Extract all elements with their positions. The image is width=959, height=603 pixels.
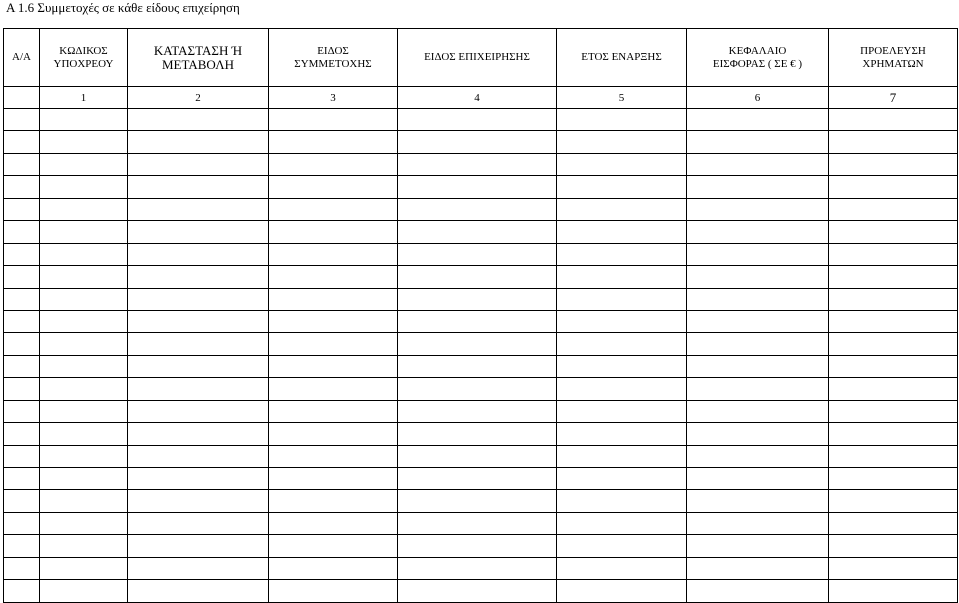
empty-cell[interactable]: [269, 490, 398, 512]
header-label: ΕΙΔΟΣ: [317, 44, 349, 57]
empty-cell[interactable]: [829, 557, 958, 579]
empty-cell[interactable]: [40, 557, 128, 579]
empty-cell[interactable]: [40, 423, 128, 445]
empty-cell[interactable]: [557, 580, 687, 602]
empty-cell[interactable]: [4, 535, 40, 557]
empty-cell[interactable]: [269, 176, 398, 198]
empty-cell[interactable]: [128, 355, 269, 377]
empty-cell[interactable]: [829, 490, 958, 512]
empty-cell[interactable]: [398, 221, 557, 243]
empty-cell[interactable]: [398, 468, 557, 490]
header-label: ΣΥΜΜΕΤΟΧΗΣ: [294, 57, 372, 70]
column-number: 7: [829, 87, 958, 109]
empty-cell[interactable]: [557, 153, 687, 175]
header-label: ΥΠΟΧΡΕΟΥ: [53, 57, 114, 70]
empty-cell[interactable]: [128, 535, 269, 557]
empty-cell[interactable]: [4, 109, 40, 131]
empty-cell[interactable]: [829, 310, 958, 332]
empty-cell[interactable]: [687, 266, 829, 288]
empty-cell[interactable]: [128, 131, 269, 153]
empty-cell[interactable]: [269, 109, 398, 131]
column-number: [4, 87, 40, 109]
empty-cell[interactable]: [269, 580, 398, 602]
empty-cell[interactable]: [40, 468, 128, 490]
empty-cell[interactable]: [557, 176, 687, 198]
empty-cell[interactable]: [269, 153, 398, 175]
empty-cell[interactable]: [557, 131, 687, 153]
empty-cell[interactable]: [398, 153, 557, 175]
empty-cell[interactable]: [829, 266, 958, 288]
empty-cell[interactable]: [4, 445, 40, 467]
empty-cell[interactable]: [4, 490, 40, 512]
empty-cell[interactable]: [687, 176, 829, 198]
table-row: [4, 445, 958, 467]
empty-cell[interactable]: [398, 266, 557, 288]
header-status-or-change: [128, 29, 269, 87]
empty-cell[interactable]: [128, 378, 269, 400]
empty-cell[interactable]: [128, 468, 269, 490]
empty-cell[interactable]: [829, 400, 958, 422]
empty-cell[interactable]: [269, 355, 398, 377]
empty-cell[interactable]: [128, 557, 269, 579]
empty-cell[interactable]: [4, 176, 40, 198]
empty-cell[interactable]: [269, 445, 398, 467]
empty-cell[interactable]: [4, 468, 40, 490]
empty-cell[interactable]: [557, 310, 687, 332]
empty-cell[interactable]: [687, 310, 829, 332]
empty-cell[interactable]: [687, 535, 829, 557]
empty-cell[interactable]: [829, 468, 958, 490]
empty-cell[interactable]: [128, 490, 269, 512]
empty-cell[interactable]: [687, 131, 829, 153]
empty-cell[interactable]: [4, 512, 40, 534]
empty-cell[interactable]: [269, 221, 398, 243]
table-row: [4, 310, 958, 332]
empty-cell[interactable]: [128, 243, 269, 265]
empty-cell[interactable]: [398, 512, 557, 534]
empty-cell[interactable]: [128, 580, 269, 602]
empty-cell[interactable]: [829, 198, 958, 220]
table-row: [4, 131, 958, 153]
empty-cell[interactable]: [687, 378, 829, 400]
header-label: ΧΡΗΜΑΤΩΝ: [862, 57, 924, 70]
empty-cell[interactable]: [557, 266, 687, 288]
empty-cell[interactable]: [128, 423, 269, 445]
table-row: [4, 288, 958, 310]
empty-cell[interactable]: [557, 535, 687, 557]
empty-cell[interactable]: [40, 580, 128, 602]
empty-cell[interactable]: [829, 445, 958, 467]
empty-cell[interactable]: [128, 333, 269, 355]
empty-cell[interactable]: [557, 288, 687, 310]
empty-cell[interactable]: [128, 288, 269, 310]
empty-cell[interactable]: [4, 221, 40, 243]
table-header-row: [4, 29, 958, 87]
table-row: [4, 490, 958, 512]
header-business-type: [398, 29, 557, 87]
empty-cell[interactable]: [269, 535, 398, 557]
table-row: [4, 266, 958, 288]
column-number-row: [4, 87, 958, 109]
empty-cell[interactable]: [557, 490, 687, 512]
empty-cell[interactable]: [128, 109, 269, 131]
empty-cell[interactable]: [687, 198, 829, 220]
empty-cell[interactable]: [128, 310, 269, 332]
empty-cell[interactable]: [40, 310, 128, 332]
empty-cell[interactable]: [269, 131, 398, 153]
empty-cell[interactable]: [4, 355, 40, 377]
empty-cell[interactable]: [398, 400, 557, 422]
empty-cell[interactable]: [398, 355, 557, 377]
empty-cell[interactable]: [557, 512, 687, 534]
table-row: [4, 468, 958, 490]
header-funds-origin: [829, 29, 958, 87]
empty-cell[interactable]: [128, 512, 269, 534]
empty-cell[interactable]: [687, 423, 829, 445]
empty-cell[interactable]: [4, 333, 40, 355]
empty-cell[interactable]: [829, 580, 958, 602]
empty-cell[interactable]: [40, 266, 128, 288]
column-number: 2: [128, 87, 269, 109]
empty-cell[interactable]: [687, 221, 829, 243]
table-row: [4, 423, 958, 445]
empty-cell[interactable]: [687, 468, 829, 490]
empty-cell[interactable]: [40, 243, 128, 265]
empty-cell[interactable]: [829, 512, 958, 534]
empty-cell[interactable]: [398, 243, 557, 265]
empty-cell[interactable]: [398, 423, 557, 445]
empty-cell[interactable]: [269, 288, 398, 310]
empty-cell[interactable]: [687, 109, 829, 131]
empty-cell[interactable]: [269, 512, 398, 534]
empty-cell[interactable]: [128, 176, 269, 198]
header-obligor-code: [40, 29, 128, 87]
table-row: [4, 355, 958, 377]
empty-cell[interactable]: [398, 310, 557, 332]
empty-cell[interactable]: [40, 400, 128, 422]
table-row: [4, 333, 958, 355]
empty-cell[interactable]: [269, 557, 398, 579]
header-label: ΚΩΔΙΚΟΣ: [59, 44, 108, 57]
empty-cell[interactable]: [40, 512, 128, 534]
empty-cell[interactable]: [4, 153, 40, 175]
empty-cell[interactable]: [829, 333, 958, 355]
empty-cell[interactable]: [829, 355, 958, 377]
empty-cell[interactable]: [40, 535, 128, 557]
column-number: 5: [557, 87, 687, 109]
empty-cell[interactable]: [829, 378, 958, 400]
header-contribution-capital: [687, 29, 829, 87]
header-label: ΚΕΦΑΛΑΙΟ: [728, 44, 787, 57]
empty-cell[interactable]: [557, 221, 687, 243]
empty-cell[interactable]: [4, 131, 40, 153]
header-label: ΚΑΤΑΣΤΑΣΗ Ή: [153, 42, 243, 58]
empty-cell[interactable]: [40, 378, 128, 400]
header-label: ΕΙΔΟΣ ΕΠΙΧΕΙΡΗΣΗΣ: [424, 51, 530, 63]
empty-cell[interactable]: [829, 535, 958, 557]
empty-cell[interactable]: [557, 355, 687, 377]
empty-cell[interactable]: [269, 333, 398, 355]
empty-cell[interactable]: [398, 109, 557, 131]
empty-cell[interactable]: [398, 557, 557, 579]
empty-cell[interactable]: [557, 445, 687, 467]
empty-cell[interactable]: [829, 109, 958, 131]
empty-cell[interactable]: [128, 266, 269, 288]
table-row: [4, 512, 958, 534]
header-aa: [4, 29, 40, 87]
empty-cell[interactable]: [687, 288, 829, 310]
empty-cell[interactable]: [40, 109, 128, 131]
empty-cell[interactable]: [128, 221, 269, 243]
empty-cell[interactable]: [4, 243, 40, 265]
header-label: ΠΡΟΕΛΕΥΣΗ: [860, 44, 926, 57]
empty-cell[interactable]: [829, 288, 958, 310]
empty-cell[interactable]: [557, 378, 687, 400]
empty-cell[interactable]: [557, 109, 687, 131]
empty-cell[interactable]: [40, 131, 128, 153]
empty-cell[interactable]: [398, 288, 557, 310]
empty-cell[interactable]: [40, 333, 128, 355]
empty-cell[interactable]: [269, 310, 398, 332]
empty-cell[interactable]: [40, 288, 128, 310]
form-title: Α 1.6 Συμμετοχές σε κάθε είδους επιχείρηση: [6, 0, 240, 15]
column-number: 3: [269, 87, 398, 109]
empty-cell[interactable]: [4, 198, 40, 220]
empty-cell[interactable]: [557, 468, 687, 490]
header-label: Α/Α: [12, 51, 31, 63]
empty-cell[interactable]: [398, 580, 557, 602]
table-row: [4, 221, 958, 243]
empty-cell[interactable]: [128, 153, 269, 175]
empty-cell[interactable]: [398, 198, 557, 220]
empty-cell[interactable]: [4, 400, 40, 422]
empty-cell[interactable]: [4, 580, 40, 602]
empty-cell[interactable]: [687, 580, 829, 602]
participations-table: [3, 28, 958, 603]
empty-cell[interactable]: [40, 490, 128, 512]
empty-cell[interactable]: [687, 333, 829, 355]
empty-cell[interactable]: [269, 243, 398, 265]
empty-cell[interactable]: [687, 490, 829, 512]
empty-cell[interactable]: [687, 512, 829, 534]
empty-cell[interactable]: [829, 131, 958, 153]
empty-cell[interactable]: [398, 535, 557, 557]
empty-cell[interactable]: [4, 310, 40, 332]
empty-cell[interactable]: [4, 288, 40, 310]
empty-cell[interactable]: [269, 266, 398, 288]
table-row: [4, 557, 958, 579]
empty-cell[interactable]: [398, 378, 557, 400]
empty-cell[interactable]: [40, 355, 128, 377]
empty-cell[interactable]: [829, 243, 958, 265]
empty-cell[interactable]: [557, 557, 687, 579]
header-participation-type: [269, 29, 398, 87]
empty-cell[interactable]: [829, 153, 958, 175]
column-number: 4: [398, 87, 557, 109]
empty-cell[interactable]: [687, 445, 829, 467]
empty-cell[interactable]: [4, 423, 40, 445]
empty-cell[interactable]: [557, 198, 687, 220]
header-label: ΕΤΟΣ ΕΝΑΡΞΗΣ: [581, 51, 662, 63]
empty-cell[interactable]: [829, 423, 958, 445]
empty-cell[interactable]: [687, 153, 829, 175]
empty-cell[interactable]: [269, 423, 398, 445]
empty-cell[interactable]: [269, 198, 398, 220]
empty-cell[interactable]: [40, 198, 128, 220]
empty-cell[interactable]: [557, 243, 687, 265]
empty-cell[interactable]: [4, 266, 40, 288]
empty-cell[interactable]: [128, 198, 269, 220]
empty-cell[interactable]: [40, 445, 128, 467]
empty-cell[interactable]: [128, 445, 269, 467]
header-label: ΜΕΤΑΒΟΛΗ: [161, 56, 235, 72]
empty-cell[interactable]: [4, 557, 40, 579]
header-label: ΕΙΣΦΟΡΑΣ ( ΣΕ € ): [712, 57, 803, 70]
empty-cell[interactable]: [398, 176, 557, 198]
empty-cell[interactable]: [269, 400, 398, 422]
empty-cell[interactable]: [557, 333, 687, 355]
empty-cell[interactable]: [128, 400, 269, 422]
header-start-year: [557, 29, 687, 87]
table-row: [4, 580, 958, 602]
table-row: [4, 176, 958, 198]
table-row: [4, 198, 958, 220]
empty-cell[interactable]: [687, 400, 829, 422]
empty-cell[interactable]: [829, 221, 958, 243]
empty-cell[interactable]: [269, 378, 398, 400]
table-row: [4, 109, 958, 131]
empty-cell[interactable]: [829, 176, 958, 198]
empty-cell[interactable]: [40, 153, 128, 175]
column-number: 6: [687, 87, 829, 109]
table-row: [4, 400, 958, 422]
column-number: 1: [40, 87, 128, 109]
empty-cell[interactable]: [398, 445, 557, 467]
empty-cell[interactable]: [687, 243, 829, 265]
empty-cell[interactable]: [398, 490, 557, 512]
empty-cell[interactable]: [40, 221, 128, 243]
empty-cell[interactable]: [557, 400, 687, 422]
empty-cell[interactable]: [4, 378, 40, 400]
empty-cell[interactable]: [687, 557, 829, 579]
empty-cell[interactable]: [40, 176, 128, 198]
empty-cell[interactable]: [398, 131, 557, 153]
empty-cell[interactable]: [398, 333, 557, 355]
table-row: [4, 378, 958, 400]
table-row: [4, 243, 958, 265]
empty-cell[interactable]: [557, 423, 687, 445]
table-row: [4, 535, 958, 557]
empty-cell[interactable]: [269, 468, 398, 490]
table-row: [4, 153, 958, 175]
empty-cell[interactable]: [687, 355, 829, 377]
